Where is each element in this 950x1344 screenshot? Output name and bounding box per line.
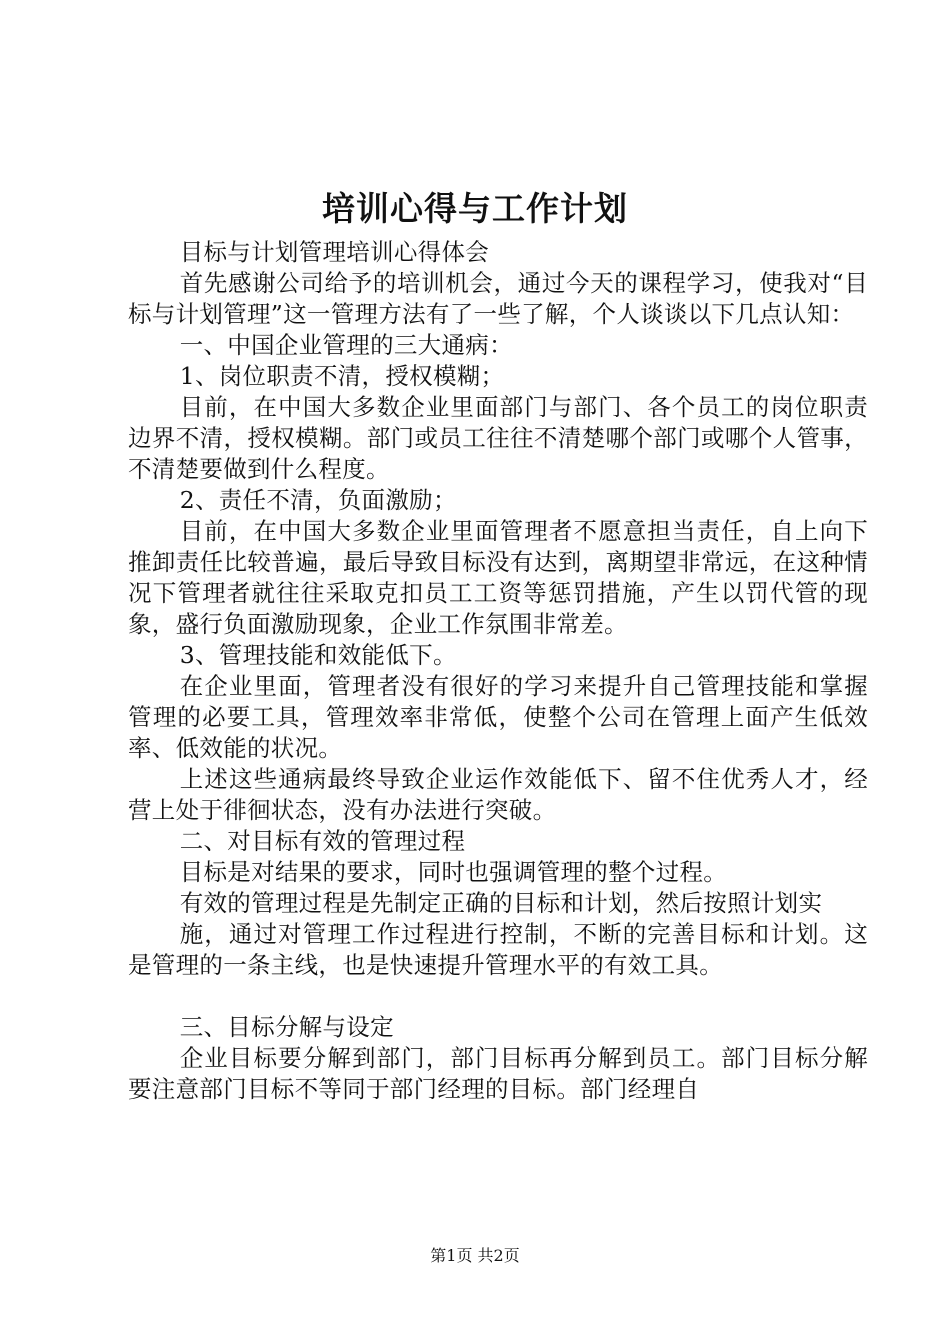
paragraph-7: 施，通过对管理工作过程进行控制，不断的完善目标和计划。这是管理的一条主线，也是快速提升管理水平的有效工具。 (128, 920, 868, 979)
subheading-1: 1、岗位职责不清，授权模糊； (179, 362, 505, 390)
paragraph-8: 企业目标要分解到部门，部门目标再分解到员工。部门目标分解要注意部门目标不等同于部门经理的目标。部门经理自 (128, 1044, 868, 1103)
paragraph-6: 有效的管理过程是先制定正确的目标和计划，然后按照计划实 (179, 889, 823, 917)
paragraph-4: 上述这些通病最终导致企业运作效能低下、留不住优秀人才，经营上处于徘徊状态，没有办法进行突破。 (128, 765, 868, 824)
subheading-2: 2、责任不清，负面激励； (179, 486, 457, 514)
paragraph-3: 在企业里面，管理者没有很好的学习来提升自己管理技能和掌握管理的必要工具，管理效率非常低，使整个公司在管理上面产生低效率、低效能的状况。 (128, 672, 868, 762)
section-heading-3: 三、目标分解与设定 (179, 1013, 394, 1041)
paragraph-subtitle: 目标与计划管理培训心得体会 (179, 238, 490, 266)
section-heading-1: 一、中国企业管理的三大通病： (179, 331, 513, 359)
paragraph-5: 目标是对结果的要求，同时也强调管理的整个过程。 (179, 858, 728, 886)
subheading-3: 3、管理技能和效能低下。 (179, 641, 457, 669)
page-footer: 第1页 共2页 (430, 1246, 520, 1265)
paragraph-intro: 首先感谢公司给予的培训机会，通过今天的课程学习，使我对“目标与计划管理”这一管理方法有了一些了解，个人谈谈以下几点认知： (128, 269, 868, 328)
paragraph-1: 目前，在中国大多数企业里面部门与部门、各个员工的岗位职责边界不清，授权模糊。部门或员工往往不清楚哪个部门或哪个人管事，不清楚要做到什么程度。 (128, 393, 868, 483)
section-heading-2: 二、对目标有效的管理过程 (179, 827, 466, 855)
document-title: 培训心得与工作计划 (322, 189, 628, 228)
document-body (128, 237, 868, 1105)
paragraph-2: 目前，在中国大多数企业里面管理者不愿意担当责任，自上向下推卸责任比较普遍，最后导致目标没有达到，离期望非常远，在这种情况下管理者就往往采取克扣员工工资等惩罚措施，产生以罚代管的现象，盛行负面激励现象，企业工作氛围非常差。 (128, 517, 868, 638)
